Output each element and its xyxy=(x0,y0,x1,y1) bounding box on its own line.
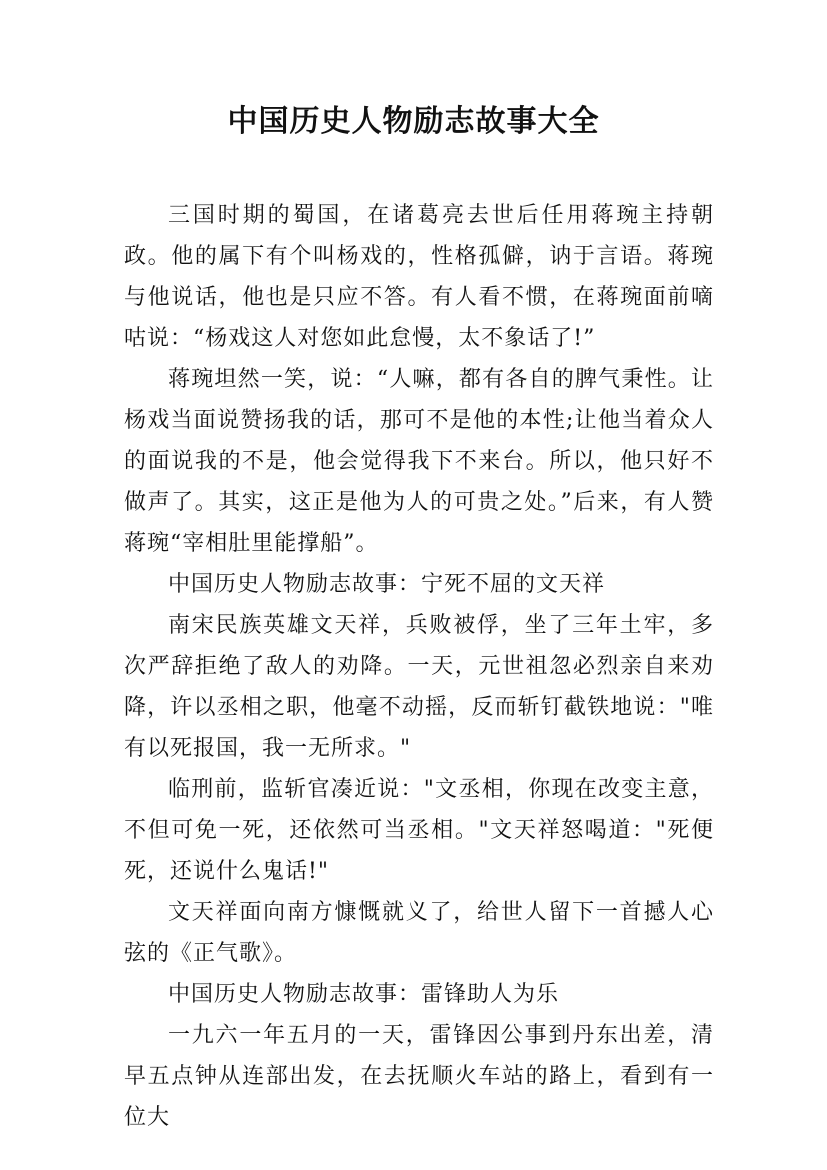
paragraph-6: 一九六一年五月的一天，雷锋因公事到丹东出差，清早五点钟从连部出发，在去抚顺火车站的路上，看到有一位大 xyxy=(124,1023,714,1130)
paragraph-4: 临刑前，监斩官凑近说："文丞相，你现在改变主意，不但可免一死，还依然可当丞相。"文天祥怒喝道："死便死，还说什么鬼话!" xyxy=(124,777,714,884)
section-heading-lei-feng: 中国历史人物励志故事：雷锋助人为乐 xyxy=(168,982,560,1007)
paragraph-2: 蒋琬坦然一笑，说：“人嘛，都有各自的脾气秉性。让杨戏当面说赞扬我的话，那可不是他的本性;让他当着众人的面说我的不是，他会觉得我下不来台。所以，他只好不做声了。其实，这正是他为人的可贵之处。”后来，有人赞蒋琬“宰相肚里能撑船”。 xyxy=(124,367,714,556)
paragraph-1: 三国时期的蜀国，在诸葛亮去世后任用蒋琬主持朝政。他的属下有个叫杨戏的，性格孤僻，讷于言语。蒋琬与他说话，他也是只应不答。有人看不惯，在蒋琬面前嘀咕说：“杨戏这人对您如此怠慢，太不象话了!” xyxy=(124,203,714,351)
paragraph-5: 文天祥面向南方慷慨就义了，给世人留下一首撼人心弦的《正气歌》。 xyxy=(124,900,714,966)
article-body xyxy=(124,195,714,1138)
paragraph-3: 南宋民族英雄文天祥，兵败被俘，坐了三年土牢，多次严辞拒绝了敌人的劝降。一天，元世祖忽必烈亲自来劝降，许以丞相之职，他毫不动摇，反而斩钉截铁地说："唯有以死报国，我一无所求。" xyxy=(124,613,714,761)
section-heading-wen-tianxiang: 中国历史人物励志故事：宁死不屈的文天祥 xyxy=(168,572,606,597)
page-title: 中国历史人物励志故事大全 xyxy=(227,104,600,139)
